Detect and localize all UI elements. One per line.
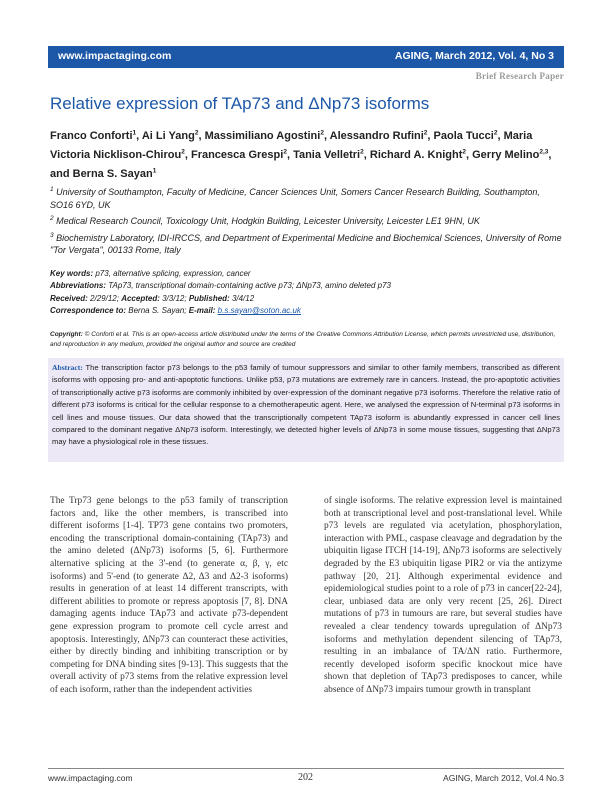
author: Berna S. Sayan$^1$ [72,167,157,180]
page-footer [48,768,564,783]
author: Francesca Grespi$^2$, [190,148,294,161]
author: Maria Victoria Nicklison-Chirou$^2$, [50,129,533,161]
abbreviations: Abbreviations: TAp73, transcriptional domain-containing active p73; ΔNp73, amino deleted p73 [50,281,391,291]
author: Paola Tucci$^2$, [433,129,504,142]
journal-issue: AGING, March 2012, Vol. 4, No 3 [394,50,554,62]
affiliation: $^3$ Biochemistry Laboratory, IDI-IRCCS, and Department of Experimental Medicine and Biochemical Sciences, University of Rome "Tor Vergata", 00133 Rome, Italy [50,231,562,255]
journal-header-bar [48,46,564,68]
author: Tania Velletri$^2$, [293,148,370,161]
body-paragraph: of single isoforms. The relative expression level is maintained both at transcriptional level and post-translational level. While p73 levels are regulated via acetylation, phosphorylation, interaction with PML, caspase cleavage and degradation by the ubiquitin ligase ITCH [14-19], ΔNp73 isoforms are selectively degraded by the E3 ubiquitin ligase PIR2 or via the antizyme pathway [20, 21]. Although experimental evidence and epidemiological studies point to a role of p73 in cancer[22-24], clear, unbiased data are only very recent [25, 26]. Direct mutations of p73 in tumours are rare, but several studies have revealed a clear tendency towards upregulation of ΔNp73 isoforms and methylation dependent silencing of TAp73, resulting in an imbalance of TA/ΔN ratio. Furthermore, recently developed isoform specific knockout mice have shown that depletion of TAp73 predisposes to cancer, while absence of ΔNp73 impairs tumour growth in transplant [324,496,562,695]
author: Gerry Melino$^{2,3}$, and [50,148,552,180]
author: Franco Conforti$^1$, [50,129,142,142]
affiliations [50,184,565,259]
affiliation: $^2$ Medical Research Council, Toxicology Unit, Hodgkin Building, Leicester University, Leicester LE1 9HN, UK [50,215,480,226]
body-column-right [324,495,562,697]
body-column-left [50,495,288,697]
page-number: 202 [298,772,313,783]
author: Alessandro Rufini$^2$, [329,129,434,142]
footer-url[interactable]: www.impactaging.com [48,773,133,783]
copyright-notice: Copyright: © Conforti et al. This is an open-access article distributed under the terms of the Creative Commons Attribution License, which permits unrestricted use, distribution, and reproduction in any medium, provided the original author and source are credited [50,331,556,348]
footer-issue: AGING, March 2012, Vol.4 No.3 [443,773,564,783]
journal-url[interactable]: www.impactaging.com [58,50,172,62]
paper-type: Brief Research Paper [475,71,564,81]
body-paragraph: The Trp73 gene belongs to the p53 family of transcription factors and, like the other members, is transcribed into different isoforms [1-4]. TP73 gene contains two promoters, encoding the transcriptional domain-containing (TAp73) and the amino deleted (ΔNp73) isoforms [5, 6]. Furthermore alternative splicing at the 3'-end (to generate α, β, γ, etc isoforms) and 5'-end (to generate Δ2, Δ3 and Δ2-3 isoforms) results in generation of at least 14 different transcripts, with different abilities to promote or repress apoptosis [7, 8]. DNA damaging agents induce TAp73 and activate p73-dependent gene expression program to promote cell cycle arrest and apoptosis. Interestingly, ΔNp73 can counteract these activities, either by directly binding and inhibiting transcription or by competing for DNA binding sites [9-13]. This suggests that the overall activity of p73 stems from the relative expression level of each isoform, rather than the independent activities [50,496,288,695]
dates: Received: 2/29/12; Accepted: 3/3/12; Published: 3/4/12 [50,293,255,303]
author: Massimiliano Agostini$^2$, [204,129,330,142]
abstract-text: The transcription factor p73 belongs to the p53 family of tumour suppressors and similar to other family members, transcribed as different isoforms with opposing pro- and anti-apoptotic functions. Unlike p53, p73 mutations are extremely rare in cancers. Instead, the pro-apoptotic activities of transcriptionally active p73 isoforms are commonly inhibited by over-expression of the dominant negative p73 isoforms. Therefore the relative ratio of different p73 isoforms is critical for the cellular response to a chemotherapeutic agent. Here, we analysed the expression of N-terminal p73 isoforms in cell lines and mouse tissues. Our data showed that the transcriptionally competent TAp73 isoform is abundantly expressed in cancer cell lines compared to the dominant negative ΔNp73 isoform. Interestingly, we detected higher levels of ΔNp73 in some mouse tissues, suggesting that ΔNp73 may have a physiological role in these tissues. [52,363,560,447]
correspondence: Correspondence to: Berna S. Sayan; E-mail: b.s.sayan@soton.ac.uk [50,305,301,315]
author: Richard A. Knight$^2$, [369,148,473,161]
author-list [50,125,565,182]
affiliation: $^1$ University of Southampton, Faculty of Medicine, Cancer Sciences Unit, Somers Cancer Research Building, Southampton, SO16 6YD, UK [50,186,540,210]
article-title: Relative expression of TAp73 and ΔNp73 isoforms [50,94,430,113]
author: Ai Li Yang$^2$, [141,129,205,142]
email-link[interactable]: b.s.sayan@soton.ac.uk [217,305,301,315]
article-metadata [50,268,565,317]
abstract [52,362,560,449]
keywords: Key words: p73, alternative splicing, expression, cancer [50,269,251,278]
abstract-label: Abstract: [52,363,83,372]
